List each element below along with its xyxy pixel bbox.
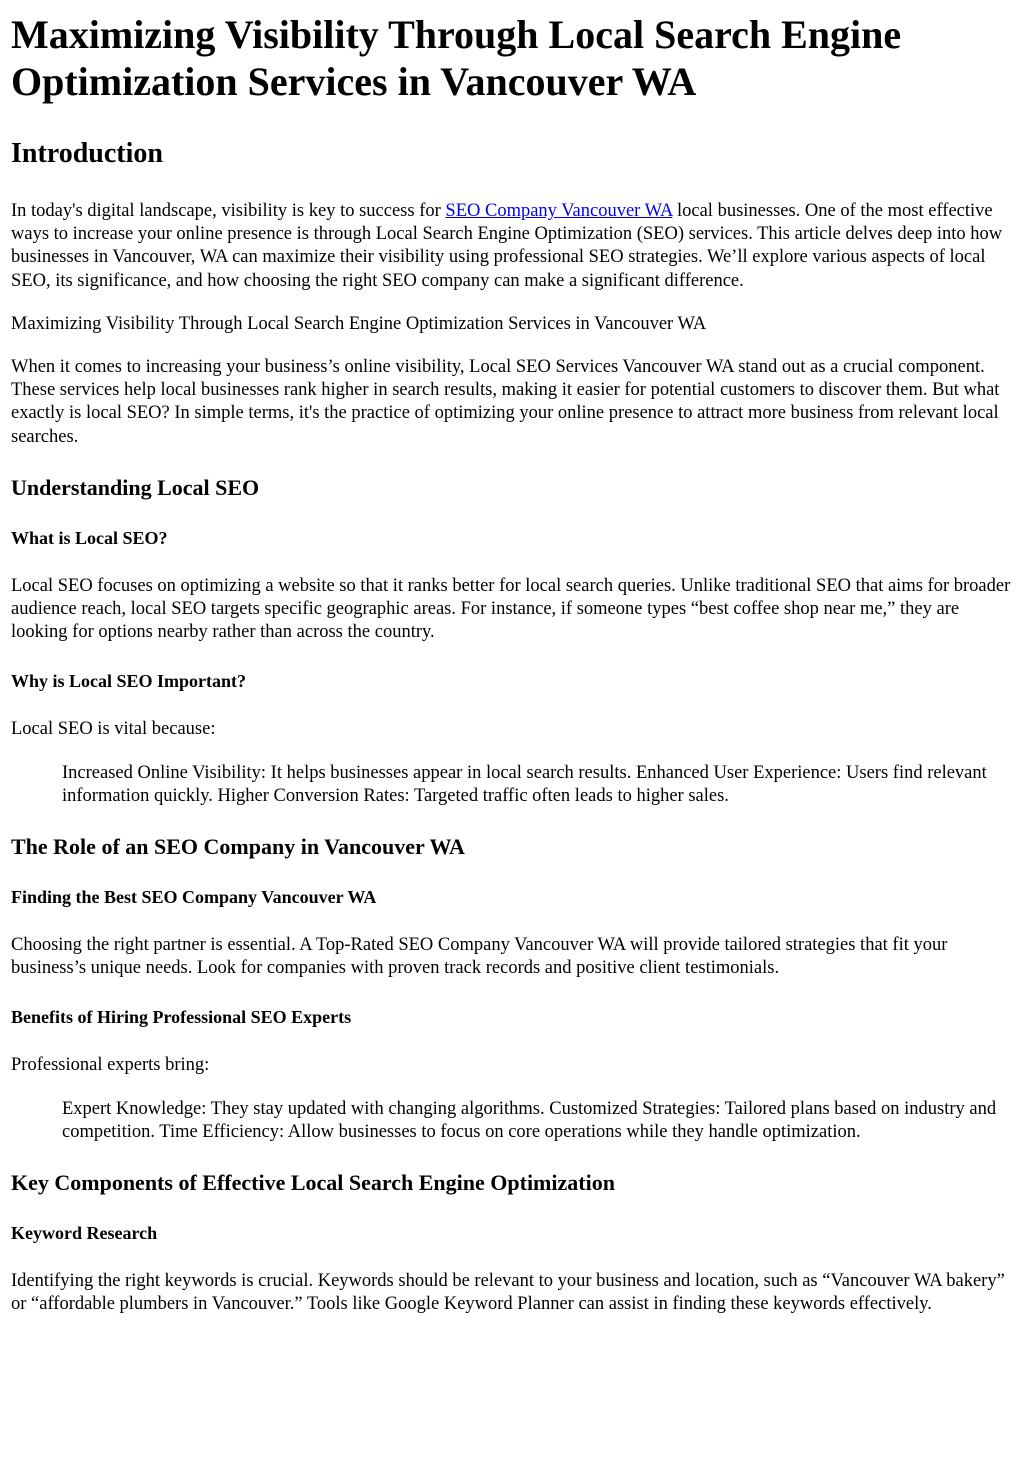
- role-of-seo-company-heading: The Role of an SEO Company in Vancouver WA: [11, 834, 465, 860]
- finding-best-seo-company-heading: Finding the Best SEO Company Vancouver WA: [11, 887, 377, 908]
- intro-text-after-link: local businesses. One of the most effective ways to increase your online presence is through Local Search Engine Optimization (SEO) services. This article delves deep into how businesses in Vancouver, WA can maximize their visibility using professional SEO strategies. We’ll explore various aspects of local SEO, its significance, and how choosing the right SEO company can make a significant difference.: [11, 201, 1003, 291]
- article: [0, 11, 1024, 1316]
- key-components-heading: Key Components of Effective Local Search Engine Optimization: [11, 1170, 615, 1196]
- intro-text-before-link: In today's digital landscape, visibility is key to success for: [11, 201, 446, 221]
- benefits-intro: Professional experts bring:: [11, 1055, 210, 1076]
- page-title: Maximizing Visibility Through Local Search Engine Optimization Services in Vancouver WA: [11, 12, 902, 104]
- understanding-local-seo-heading: Understanding Local SEO: [11, 474, 260, 500]
- benefits-quote: Expert Knowledge: They stay updated with changing algorithms. Customized Strategies: Tailored plans based on industry and competition. Time Efficiency: Allow businesses to focus on core operations while they handle optimization.: [62, 1098, 997, 1142]
- what-is-local-seo-paragraph: Local SEO focuses on optimizing a website so that it ranks better for local search queries. Unlike traditional SEO that aims for broader audience reach, local SEO targets specific geographic areas. For instance, if someone types “best coffee shop near me,” they are looking for options nearby rather than across the country.: [11, 575, 1011, 643]
- keyword-research-paragraph: Identifying the right keywords is crucial. Keywords should be relevant to your business and location, such as “Vancouver WA bakery” or “affordable plumbers in Vancouver.” Tools like Google Keyword Planner can assist in finding these keywords effectively.: [11, 1271, 1005, 1315]
- intro-paragraph: [11, 200, 1014, 293]
- why-local-seo-quote: Increased Online Visibility: It helps businesses appear in local search results. Enhanced User Experience: Users find relevant information quickly. Higher Conversion Rates: Targeted traffic often leads to higher sales.: [62, 762, 987, 806]
- overview-paragraph: When it comes to increasing your business’s online visibility, Local SEO Services Vancouver WA stand out as a crucial component. These services help local businesses rank higher in search results, making it easier for potential customers to discover them. But what exactly is local SEO? In simple terms, it's the practice of optimizing your online presence to attract more business from relevant local searches.: [11, 357, 1000, 447]
- why-local-seo-intro: Local SEO is vital because:: [11, 719, 216, 740]
- why-local-seo-heading: Why is Local SEO Important?: [11, 671, 247, 692]
- finding-best-seo-company-paragraph: Choosing the right partner is essential. A Top-Rated SEO Company Vancouver WA will provide tailored strategies that fit your business’s unique needs. Look for companies with proven track records and positive client testimonials.: [11, 935, 948, 979]
- introduction-heading: Introduction: [11, 138, 163, 169]
- repeat-title-paragraph: Maximizing Visibility Through Local Search Engine Optimization Services in Vancouver WA: [11, 313, 707, 334]
- seo-company-link[interactable]: SEO Company Vancouver WA: [445, 201, 673, 221]
- keyword-research-heading: Keyword Research: [11, 1223, 158, 1244]
- what-is-local-seo-heading: What is Local SEO?: [11, 527, 168, 548]
- benefits-heading: Benefits of Hiring Professional SEO Experts: [11, 1007, 352, 1028]
